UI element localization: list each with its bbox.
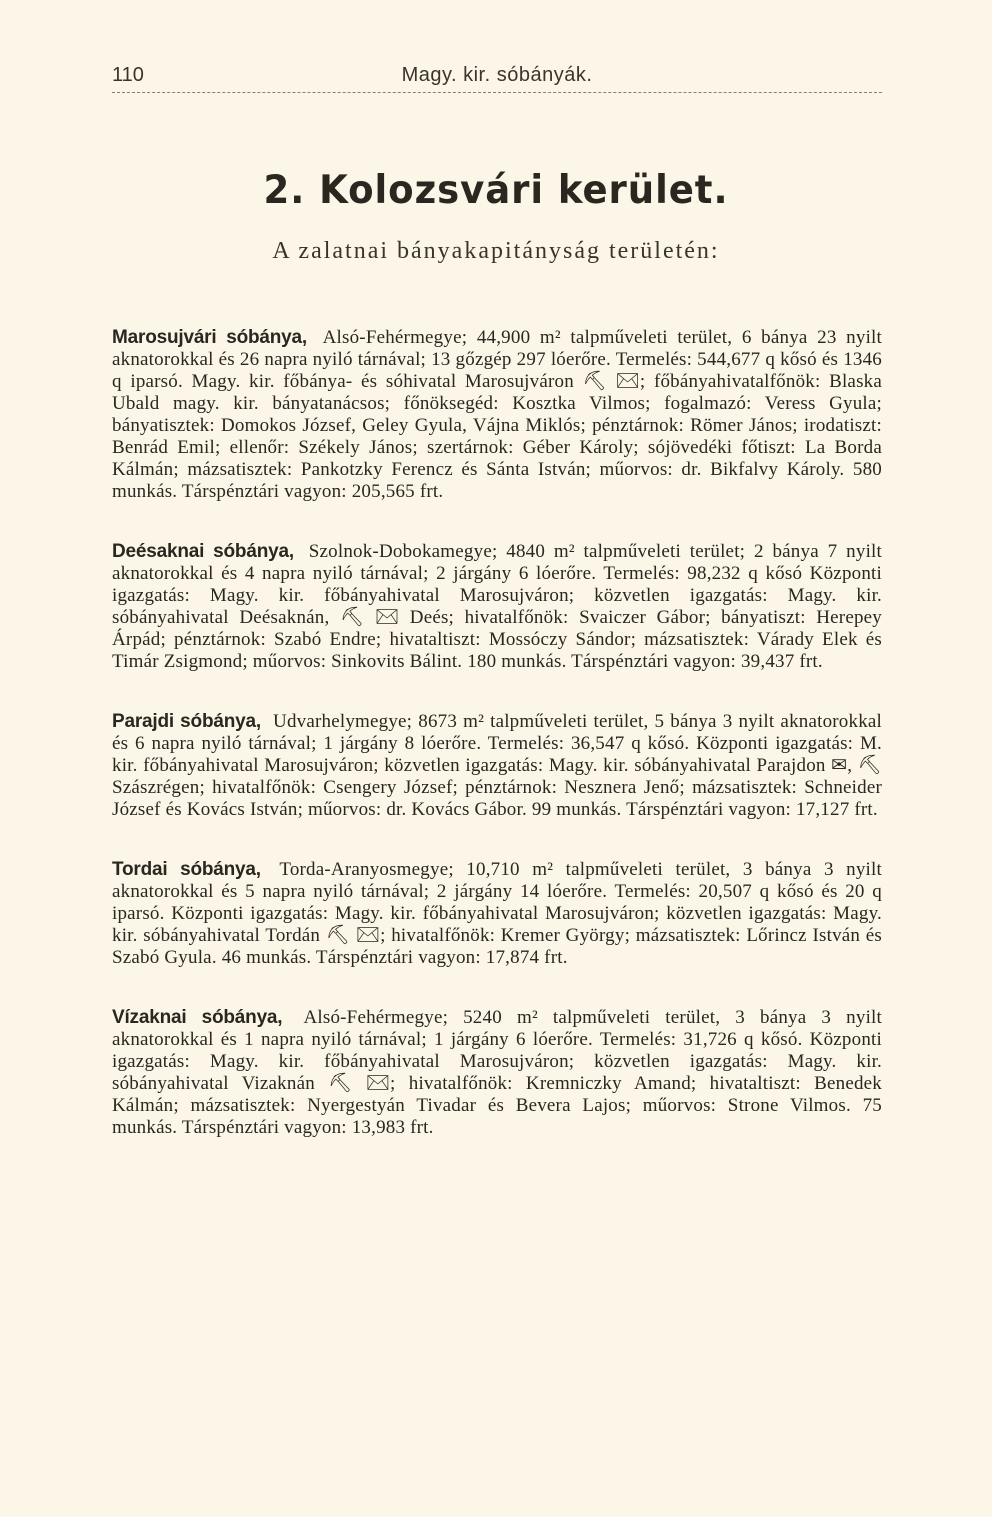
entry-deesakna [112,541,882,673]
entry-body: Szolnok-Dobokamegye; 4840 m² talpműveleti terület; 2 bánya 7 nyilt aknatorokkal és 4 napra nyiló tárnával; 2 járgány 6 lóerőre. Termelés: 98,232 q kősó Központi igazgatás: Magy. kir. főbányahivatal Marosujváron; közvetlen igazgatás: Magy. kir. sóbányahivatal Deésaknán, ⛏ ✉ Deés; hivatalfőnök: Svaiczer Gábor; bányatiszt: Herepey Árpád; pénztárnok: Szabó Endre; hivataltiszt: Mossóczy Sándor; mázsatisztek: Várady Elek és Timár Zsigmond; műorvos: Sinkovits Bálint. 180 munkás. Társpénztári vagyon: 39,437 frt. [112,541,883,672]
section-subtitle: A zalatnai bányakapitányság területén: [272,238,720,264]
entry-name: Parajdi sóbánya, [112,711,261,732]
page-number: 110 [112,63,144,86]
entry-body: Alsó-Fehérmegye; 44,900 m² talpműveleti terület, 6 bánya 23 nyilt aknatorokkal és 26 napra nyiló tárnával; 13 gőzgép 297 lóerőre. Termelés: 544,677 q kősó és 1346 q iparsó. Magy. kir. főbánya- és sóhivatal Marosujváron ⛏ ✉; főbányahivatalfőnök: Blaska Ubald magy. kir. bányatanácsos; főnöksegéd: Kosztka Vilmos; fogalmazó: Veress Gyula; bányatisztek: Domokos József, Geley Gyula, Vájna Miklós; pénztárnok: Römer János; irodatiszt: Benrád Emil; ellenőr: Székely János; szertárnok: Géber Károly; sójövedéki főtiszt: La Borda Kálmán; mázsatisztek: Pankotzky Ferencz és Sánta István; műorvos: dr. Bikfalvy Károly. 580 munkás. Társpénztári vagyon: 205,565 frt. [112,327,883,502]
section-title: 2. Kolozsvári kerület. [263,168,729,213]
entry-name: Tordai sóbánya, [112,859,261,880]
entry-vizakna [112,1007,882,1139]
entry-body: Alsó-Fehérmegye; 5240 m² talpműveleti terület, 3 bánya 3 nyilt aknatorokkal és 1 napra nyiló tárnával; 1 járgány 6 lóerőre. Termelés: 31,726 q kősó. Központi igazgatás: Magy. kir. főbányahivatal Marosujváron; közvetlen igazgatás: Magy. kir. sóbányahivatal Vizaknán ⛏ ✉; hivatalfőnök: Kremniczky Amand; hivataltiszt: Benedek Kálmán; mázsatisztek: Nyergestyán Tivadar és Bevera Lajos; műorvos: Strone Vilmos. 75 munkás. Társpénztári vagyon: 13,983 frt. [112,1007,883,1138]
entry-body: Torda-Aranyosmegye; 10,710 m² talpműveleti terület, 3 bánya 3 nyilt aknatorokkal és 5 napra nyiló tárnával; 2 járgány 14 lóerőre. Termelés: 20,507 q kősó és 20 q iparsó. Központi igazgatás: Magy. kir. főbányahivatal Marosujváron; közvetlen igazgatás: Magy. kir. sóbányahivatal Tordán ⛏ ✉; hivatalfőnök: Kremer György; mázsatisztek: Lőrincz István és Szabó Gyula. 46 munkás. Társpénztári vagyon: 17,874 frt. [112,859,882,968]
entry-name: Marosujvári sóbánya, [112,327,307,348]
entry-name: Vízaknai sóbánya, [112,1007,283,1028]
entry-torda [112,859,882,969]
entry-marosujvar [112,327,882,503]
entries-list [112,308,882,1177]
page-header [112,60,882,90]
header-divider [112,92,882,93]
running-title: Magy. kir. sóbányák. [401,63,593,86]
entry-name: Deésaknai sóbánya, [112,541,294,562]
entry-body: Udvarhelymegye; 8673 m² talpműveleti terület, 5 bánya 3 nyilt aknatorokkal és 6 napra nyiló tárnával; 1 járgány 8 lóerőre. Termelés: 36,547 q kősó. Központi igazgatás: M. kir. főbányahivatal Marosujváron; közvetlen igazgatás: Magy. kir. sóbányahivatal Parajdon ✉, ⛏ Szászrégen; hivatalfőnök: Csengery József; pénztárnok: Nesznera Jenő; mázsatisztek: Schneider József és Kovács István; műorvos: dr. Kovács Gábor. 99 munkás. Társpénztári vagyon: 17,127 frt. [112,711,883,820]
entry-parajd [112,711,882,821]
